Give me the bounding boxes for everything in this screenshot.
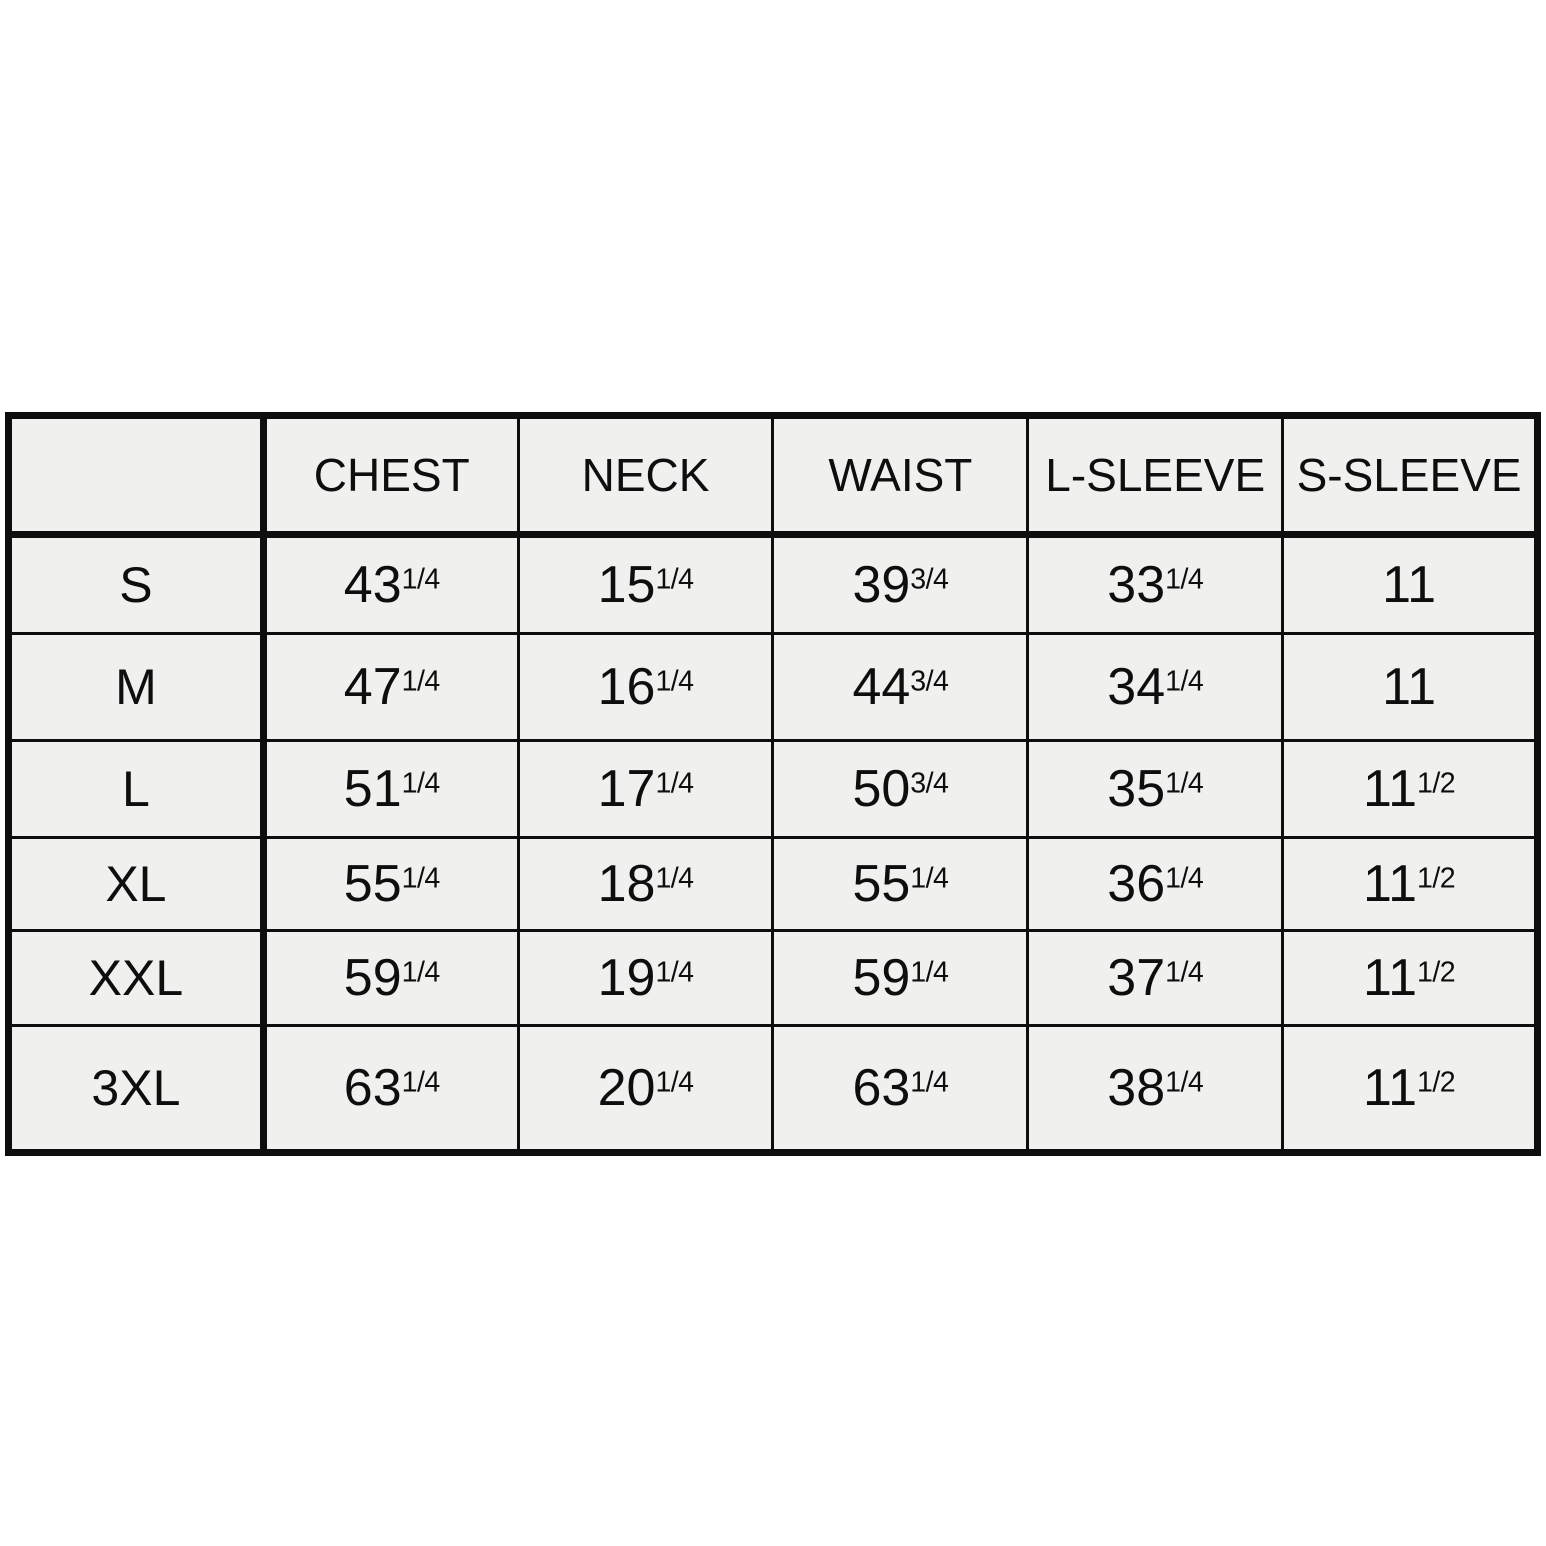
measurement-fraction: 1/4 — [655, 563, 694, 596]
cell-m-neck — [518, 634, 773, 741]
size-chart-table — [5, 412, 1541, 1156]
column-header-l-sleeve: L-SLEEVE — [1028, 416, 1283, 535]
column-header-s-sleeve: S-SLEEVE — [1283, 416, 1538, 535]
cell-xl-neck — [518, 838, 773, 931]
cell-m-waist — [773, 634, 1028, 741]
measurement-value: 55 — [343, 855, 402, 913]
row-label-3xl: 3XL — [9, 1026, 264, 1153]
measurement-fraction: 1/4 — [1165, 665, 1204, 698]
measurement-value: 35 — [1107, 760, 1166, 818]
cell-xxl-l-sleeve — [1028, 931, 1283, 1026]
measurement-fraction: 1/4 — [910, 1066, 949, 1099]
table-row-l — [9, 741, 1538, 838]
measurement-fraction: 1/2 — [1417, 956, 1456, 989]
table-row-xl — [9, 838, 1538, 931]
measurement-value: 17 — [597, 760, 656, 818]
measurement-value: 39 — [852, 556, 911, 614]
measurement-value: 63 — [343, 1059, 402, 1117]
measurement-fraction: 3/4 — [910, 665, 949, 698]
cell-s-l-sleeve — [1028, 535, 1283, 634]
measurement-fraction: 3/4 — [910, 563, 949, 596]
measurement-value: 11 — [1363, 949, 1418, 1007]
measurement-fraction: 1/4 — [655, 767, 694, 800]
measurement-value: 59 — [852, 949, 911, 1007]
measurement-fraction: 1/2 — [1417, 767, 1456, 800]
measurement-fraction: 1/4 — [401, 862, 440, 895]
header-row — [9, 416, 1538, 535]
cell-xxl-waist — [773, 931, 1028, 1026]
cell-s-waist — [773, 535, 1028, 634]
measurement-fraction: 1/4 — [655, 1066, 694, 1099]
cell-3xl-neck — [518, 1026, 773, 1153]
table-row-m — [9, 634, 1538, 741]
measurement-value: 63 — [852, 1059, 911, 1117]
measurement-value: 38 — [1107, 1059, 1166, 1117]
measurement-value: 43 — [343, 556, 402, 614]
measurement-value: 36 — [1107, 855, 1166, 913]
measurement-value: 19 — [597, 949, 656, 1007]
cell-3xl-chest — [263, 1026, 518, 1153]
cell-xl-waist — [773, 838, 1028, 931]
cell-3xl-s-sleeve — [1283, 1026, 1538, 1153]
measurement-fraction: 1/4 — [910, 956, 949, 989]
row-label-m: M — [9, 634, 264, 741]
measurement-value: 11 — [1363, 760, 1418, 818]
column-header-size-blank — [9, 416, 264, 535]
cell-l-s-sleeve — [1283, 741, 1538, 838]
measurement-value: 44 — [852, 658, 911, 716]
cell-xxl-neck — [518, 931, 773, 1026]
cell-s-chest — [263, 535, 518, 634]
row-label-xl: XL — [9, 838, 264, 931]
cell-m-s-sleeve — [1283, 634, 1538, 741]
table-row-3xl — [9, 1026, 1538, 1153]
row-label-l: L — [9, 741, 264, 838]
cell-l-chest — [263, 741, 518, 838]
measurement-value: 33 — [1107, 556, 1166, 614]
size-chart — [5, 412, 1541, 1156]
measurement-fraction: 1/4 — [401, 767, 440, 800]
measurement-fraction: 1/4 — [1165, 767, 1204, 800]
cell-s-neck — [518, 535, 773, 634]
measurement-fraction: 3/4 — [910, 767, 949, 800]
measurement-fraction: 1/4 — [401, 563, 440, 596]
measurement-value: 11 — [1382, 658, 1437, 716]
measurement-value: 47 — [343, 658, 402, 716]
cell-l-l-sleeve — [1028, 741, 1283, 838]
cell-m-chest — [263, 634, 518, 741]
cell-3xl-l-sleeve — [1028, 1026, 1283, 1153]
measurement-value: 50 — [852, 760, 911, 818]
cell-xl-l-sleeve — [1028, 838, 1283, 931]
measurement-fraction: 1/4 — [655, 665, 694, 698]
measurement-value: 20 — [597, 1059, 656, 1117]
cell-s-s-sleeve — [1283, 535, 1538, 634]
measurement-value: 37 — [1107, 949, 1166, 1007]
cell-xl-s-sleeve — [1283, 838, 1538, 931]
measurement-value: 11 — [1363, 1059, 1418, 1117]
measurement-fraction: 1/4 — [401, 956, 440, 989]
measurement-value: 11 — [1382, 556, 1437, 614]
measurement-fraction: 1/4 — [401, 1066, 440, 1099]
row-label-s: S — [9, 535, 264, 634]
column-header-chest: CHEST — [263, 416, 518, 535]
measurement-fraction: 1/4 — [1165, 956, 1204, 989]
measurement-value: 34 — [1107, 658, 1166, 716]
table-row-xxl — [9, 931, 1538, 1026]
measurement-fraction: 1/4 — [1165, 563, 1204, 596]
cell-m-l-sleeve — [1028, 634, 1283, 741]
column-header-waist: WAIST — [773, 416, 1028, 535]
cell-xl-chest — [263, 838, 518, 931]
measurement-value: 11 — [1363, 855, 1418, 913]
measurement-value: 51 — [343, 760, 402, 818]
measurement-fraction: 1/2 — [1417, 862, 1456, 895]
measurement-fraction: 1/4 — [910, 862, 949, 895]
measurement-fraction: 1/4 — [401, 665, 440, 698]
column-header-neck: NECK — [518, 416, 773, 535]
measurement-value: 55 — [852, 855, 911, 913]
cell-xxl-chest — [263, 931, 518, 1026]
row-label-xxl: XXL — [9, 931, 264, 1026]
measurement-fraction: 1/4 — [655, 862, 694, 895]
measurement-fraction: 1/4 — [655, 956, 694, 989]
cell-3xl-waist — [773, 1026, 1028, 1153]
measurement-value: 18 — [597, 855, 656, 913]
table-row-s — [9, 535, 1538, 634]
cell-xxl-s-sleeve — [1283, 931, 1538, 1026]
measurement-value: 15 — [597, 556, 656, 614]
cell-l-waist — [773, 741, 1028, 838]
measurement-value: 59 — [343, 949, 402, 1007]
cell-l-neck — [518, 741, 773, 838]
measurement-fraction: 1/4 — [1165, 1066, 1204, 1099]
measurement-fraction: 1/2 — [1417, 1066, 1456, 1099]
measurement-fraction: 1/4 — [1165, 862, 1204, 895]
measurement-value: 16 — [597, 658, 656, 716]
